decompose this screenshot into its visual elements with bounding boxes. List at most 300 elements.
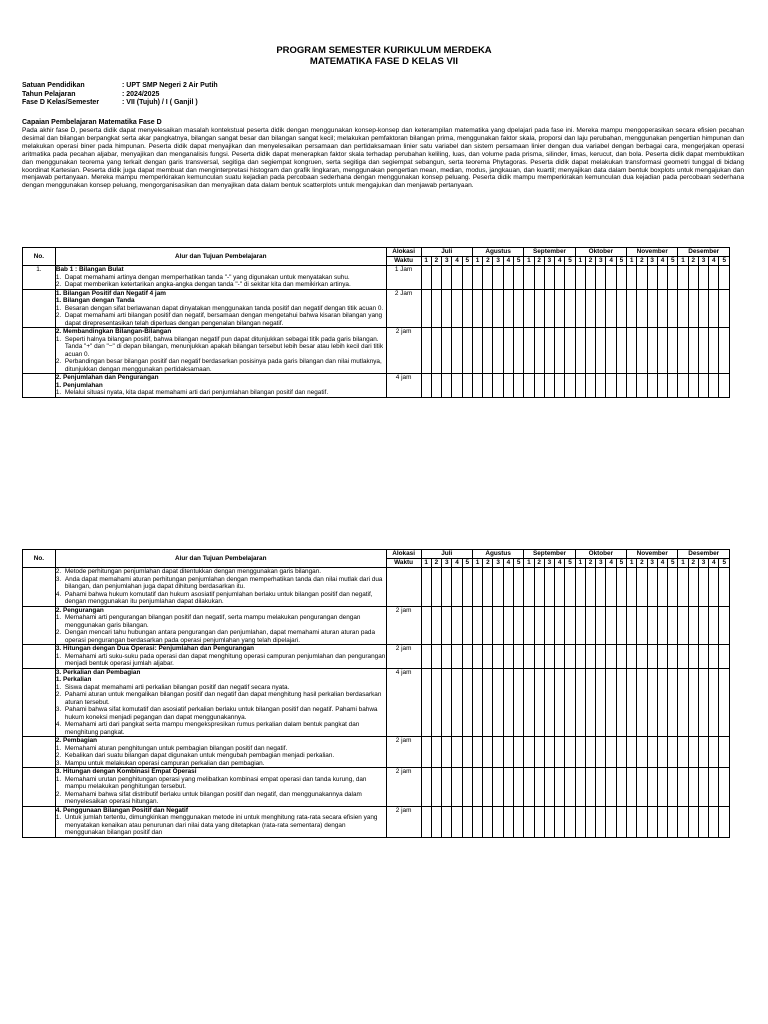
- capaian-title: Capaian Pembelajaran Matematika Fase D: [22, 119, 162, 126]
- header-week: 1: [627, 257, 637, 266]
- week-cell: [514, 645, 524, 669]
- item-number: 1.: [55, 775, 62, 783]
- week-cell: [616, 737, 626, 768]
- week-cell: [596, 568, 606, 607]
- week-cell: [637, 806, 647, 837]
- header-week: 1: [678, 559, 688, 568]
- week-cell: [596, 806, 606, 837]
- header-month: Oktober: [575, 248, 626, 257]
- document-title: PROGRAM SEMESTER KURIKULUM MERDEKA: [276, 45, 492, 56]
- identity-row: [22, 82, 218, 91]
- week-cell: [709, 806, 719, 837]
- week-cell: [514, 668, 524, 737]
- week-cell: [493, 374, 503, 398]
- week-cell: [688, 737, 698, 768]
- header-month: November: [627, 550, 678, 559]
- week-cell: [719, 737, 730, 768]
- week-cell: [472, 606, 482, 645]
- item-number: 2.: [55, 358, 62, 365]
- header-month: September: [524, 248, 575, 257]
- row-number: [23, 606, 56, 645]
- week-cell: [442, 737, 452, 768]
- time-allocation: 2 jam: [386, 768, 421, 807]
- week-cell: [462, 266, 472, 290]
- week-cell: [421, 328, 431, 374]
- objective-item: [56, 281, 386, 289]
- week-cell: [627, 806, 637, 837]
- header-week: 2: [637, 559, 647, 568]
- header-week: 1: [472, 559, 482, 568]
- identity-label: Satuan Pendidikan: [22, 82, 85, 89]
- week-cell: [462, 737, 472, 768]
- header-no: No.: [23, 248, 56, 266]
- item-number: 2.: [55, 281, 62, 288]
- week-cell: [585, 606, 595, 645]
- week-cell: [421, 568, 431, 607]
- week-cell: [483, 806, 493, 837]
- week-cell: [534, 568, 544, 607]
- week-cell: [493, 289, 503, 328]
- week-cell: [534, 266, 544, 290]
- week-cell: [514, 768, 524, 807]
- week-cell: [657, 266, 667, 290]
- section-heading: 2. Pembagian: [55, 737, 98, 744]
- week-cell: [442, 266, 452, 290]
- header-week: 2: [585, 559, 595, 568]
- week-cell: [678, 737, 688, 768]
- item-number: 1.: [55, 652, 62, 660]
- objective-item: [56, 760, 386, 768]
- week-cell: [668, 374, 678, 398]
- section-heading: 2. Pengurangan: [55, 606, 104, 614]
- week-cell: [442, 568, 452, 607]
- item-number: 3.: [55, 759, 62, 767]
- week-cell: [503, 289, 513, 328]
- header-week: 5: [462, 559, 472, 568]
- week-cell: [657, 606, 667, 645]
- learning-objectives-cell: [55, 266, 386, 290]
- week-cell: [524, 645, 534, 669]
- week-cell: [534, 606, 544, 645]
- week-cell: [647, 328, 657, 374]
- week-cell: [472, 645, 482, 669]
- identity-label: Fase D Kelas/Semester: [22, 99, 100, 107]
- header-month: Juli: [421, 550, 472, 559]
- item-text: Dapat memahami artinya dengan memperhatikan tanda "-" yang digunakan untuk menyatakan suhu.: [64, 273, 350, 281]
- week-cell: [647, 606, 657, 645]
- item-number: 1.: [55, 683, 62, 691]
- week-cell: [698, 668, 708, 737]
- week-cell: [493, 606, 503, 645]
- header-week: 5: [668, 257, 678, 266]
- week-cell: [534, 328, 544, 374]
- header-week: 4: [555, 559, 565, 568]
- week-cell: [616, 806, 626, 837]
- section-heading: 3. Hitungan dengan Dua Operasi: Penjumlahan dan Pengurangan: [55, 645, 254, 652]
- header-week: 5: [616, 559, 626, 568]
- header-week: 3: [442, 559, 452, 568]
- week-cell: [565, 374, 575, 398]
- program-table-part-1: [22, 247, 730, 398]
- week-cell: [452, 266, 462, 290]
- identity-block: [22, 82, 218, 108]
- week-cell: [709, 374, 719, 398]
- week-cell: [709, 606, 719, 645]
- week-cell: [503, 737, 513, 768]
- week-cell: [709, 328, 719, 374]
- week-cell: [503, 806, 513, 837]
- week-cell: [534, 289, 544, 328]
- week-cell: [678, 374, 688, 398]
- week-cell: [719, 568, 730, 607]
- header-week: 4: [555, 257, 565, 266]
- week-cell: [647, 737, 657, 768]
- week-cell: [555, 768, 565, 807]
- section-heading: 1. Perkalian: [55, 676, 92, 683]
- item-number: 2.: [55, 629, 62, 636]
- header-alur: Alur dan Tujuan Pembelajaran: [55, 550, 386, 568]
- week-cell: [698, 328, 708, 374]
- time-allocation: 4 jam: [386, 668, 421, 737]
- item-number: 2.: [55, 790, 62, 798]
- objective-item: [56, 336, 386, 359]
- week-cell: [698, 289, 708, 328]
- header-month: Agustus: [472, 550, 523, 559]
- week-cell: [421, 737, 431, 768]
- week-cell: [575, 768, 585, 807]
- week-cell: [585, 568, 595, 607]
- week-cell: [668, 568, 678, 607]
- week-cell: [565, 806, 575, 837]
- week-cell: [431, 289, 441, 328]
- week-cell: [668, 668, 678, 737]
- table-row: [23, 806, 730, 837]
- objective-item: [56, 568, 386, 576]
- objective-item: [56, 591, 386, 606]
- week-cell: [647, 768, 657, 807]
- week-cell: [431, 768, 441, 807]
- week-cell: [555, 328, 565, 374]
- objective-item: [56, 752, 386, 760]
- week-cell: [514, 328, 524, 374]
- week-cell: [534, 737, 544, 768]
- week-cell: [627, 737, 637, 768]
- section-heading: 1. Bilangan Positif dan Negatif 4 jam: [55, 289, 166, 297]
- week-cell: [421, 806, 431, 837]
- header-week: 3: [596, 257, 606, 266]
- week-cell: [524, 768, 534, 807]
- week-cell: [719, 328, 730, 374]
- item-number: 2.: [55, 752, 62, 759]
- week-cell: [421, 668, 431, 737]
- week-cell: [503, 328, 513, 374]
- header-week: 1: [627, 559, 637, 568]
- week-cell: [606, 328, 616, 374]
- item-number: 4.: [55, 721, 62, 728]
- week-cell: [514, 289, 524, 328]
- week-cell: [483, 768, 493, 807]
- item-number: 1.: [55, 744, 62, 752]
- week-cell: [637, 668, 647, 737]
- week-cell: [421, 374, 431, 398]
- time-allocation: 2 Jam: [386, 289, 421, 328]
- week-cell: [544, 374, 554, 398]
- week-cell: [472, 568, 482, 607]
- week-cell: [565, 606, 575, 645]
- item-text: Pahami bahwa sifat komutatif dan asosiatif perkalian berlaku untuk bilangan positif dan negatif. Pahami bahwa hukum koneksi menjadi pegangan dan dapat menggunakannya.: [64, 706, 378, 721]
- week-cell: [709, 266, 719, 290]
- header-alokasi: Alokasi: [386, 550, 421, 559]
- header-week: 4: [503, 559, 513, 568]
- item-text: Pahami bahwa hukum komutatif dan hukum asosiatif penjumlahan berlaku untuk bilangan positif dan negatif, dengan menggunakan itu penjumlahan dapat dilakukan.: [64, 590, 373, 605]
- week-cell: [524, 606, 534, 645]
- header-week: 4: [452, 257, 462, 266]
- week-cell: [565, 289, 575, 328]
- item-number: 4.: [55, 590, 62, 598]
- row-number: [23, 737, 56, 768]
- week-cell: [585, 289, 595, 328]
- header-waktu: Waktu: [386, 559, 421, 568]
- section-heading: 3. Perkalian dan Pembagian: [55, 668, 141, 676]
- objective-item: [56, 614, 386, 629]
- week-cell: [514, 374, 524, 398]
- week-cell: [483, 606, 493, 645]
- objective-item: [56, 814, 386, 837]
- objective-item: [56, 312, 386, 327]
- week-cell: [657, 289, 667, 328]
- week-cell: [637, 374, 647, 398]
- week-cell: [565, 668, 575, 737]
- learning-objectives-cell: [55, 768, 386, 807]
- header-week: 3: [647, 257, 657, 266]
- row-number: [23, 289, 56, 328]
- week-cell: [596, 289, 606, 328]
- week-cell: [514, 806, 524, 837]
- item-text: Anda dapat memahami aturan perhitungan penjumlahan dengan memperhatikan tanda dan nilai mutlak dari dua bilangan, dan penjumlahan juga dapat dihitung berdasarkan itu.: [64, 575, 383, 590]
- week-cell: [678, 606, 688, 645]
- item-text: Memahami urutan penghitungan operasi yang melibatkan kombinasi empat operasi dan tanda kurung, dan mampu melakukan penghitungan tersebut.: [64, 775, 367, 790]
- week-cell: [606, 266, 616, 290]
- week-cell: [657, 645, 667, 669]
- week-cell: [606, 768, 616, 807]
- header-week: 1: [575, 257, 585, 266]
- header-week: 5: [462, 257, 472, 266]
- week-cell: [698, 806, 708, 837]
- objective-item: [56, 684, 386, 692]
- week-cell: [616, 328, 626, 374]
- header-week: 4: [657, 559, 667, 568]
- week-cell: [616, 289, 626, 328]
- week-cell: [524, 328, 534, 374]
- week-cell: [627, 668, 637, 737]
- week-cell: [668, 266, 678, 290]
- week-cell: [719, 668, 730, 737]
- week-cell: [493, 768, 503, 807]
- week-cell: [544, 768, 554, 807]
- week-cell: [616, 606, 626, 645]
- item-text: Dapat memberikan ketertarikan angka-angka dengan tanda "-" di sekitar kita dan memikirkan artinya.: [64, 281, 351, 288]
- item-number: 2.: [55, 568, 62, 575]
- week-cell: [544, 328, 554, 374]
- identity-value: : 2024/2025: [122, 90, 160, 98]
- week-cell: [606, 645, 616, 669]
- week-cell: [575, 737, 585, 768]
- header-week: 2: [431, 257, 441, 266]
- week-cell: [616, 568, 626, 607]
- header-week: 4: [606, 257, 616, 266]
- week-cell: [524, 668, 534, 737]
- week-cell: [462, 645, 472, 669]
- item-number: 2.: [55, 312, 62, 319]
- week-cell: [514, 606, 524, 645]
- row-number: [23, 328, 56, 374]
- week-cell: [596, 374, 606, 398]
- week-cell: [431, 668, 441, 737]
- learning-objectives-cell: [55, 737, 386, 768]
- objective-item: [56, 274, 386, 282]
- week-cell: [668, 737, 678, 768]
- header-week: 5: [514, 559, 524, 568]
- item-text: Siswa dapat memahami arti perkalian bilangan positif dan negatif secara nyata.: [64, 683, 290, 691]
- week-cell: [719, 806, 730, 837]
- week-cell: [647, 668, 657, 737]
- item-number: 1.: [55, 814, 62, 821]
- week-cell: [575, 568, 585, 607]
- header-week: 1: [575, 559, 585, 568]
- objective-item: [56, 706, 386, 721]
- table-row: [23, 737, 730, 768]
- header-week: 2: [688, 257, 698, 266]
- week-cell: [503, 568, 513, 607]
- week-cell: [688, 374, 698, 398]
- header-week: 4: [709, 257, 719, 266]
- week-cell: [657, 737, 667, 768]
- document-subtitle: MATEMATIKA FASE D KELAS VII: [309, 56, 459, 67]
- week-cell: [627, 568, 637, 607]
- week-cell: [431, 568, 441, 607]
- header-week: 2: [483, 559, 493, 568]
- item-text: Dapat memahami arti bilangan positif dan negatif, bersamaan dengan mengetahui bahwa kisaran bilangan yang dapat direpresentasikan telah diperluas dengan pengenalan bilangan negatif.: [64, 312, 383, 327]
- header-month: Desember: [678, 550, 730, 559]
- week-cell: [647, 374, 657, 398]
- week-cell: [575, 606, 585, 645]
- week-cell: [698, 266, 708, 290]
- week-cell: [575, 374, 585, 398]
- week-cell: [647, 266, 657, 290]
- week-cell: [442, 606, 452, 645]
- section-heading: 3. Hitungan dengan Kombinasi Empat Operasi: [55, 768, 197, 775]
- week-cell: [483, 645, 493, 669]
- week-cell: [596, 737, 606, 768]
- week-cell: [431, 374, 441, 398]
- week-cell: [452, 606, 462, 645]
- week-cell: [616, 374, 626, 398]
- week-cell: [616, 645, 626, 669]
- week-cell: [657, 668, 667, 737]
- week-cell: [514, 266, 524, 290]
- week-cell: [647, 289, 657, 328]
- week-cell: [606, 289, 616, 328]
- week-cell: [452, 374, 462, 398]
- item-text: Besaran dengan sifat berlawanan dapat dinyatakan menggunakan tanda positif dan negatif dengan titik acuan 0.: [64, 304, 384, 312]
- objective-item: [56, 745, 386, 753]
- week-cell: [452, 289, 462, 328]
- capaian-text: Pada akhir fase D, peserta didik dapat menyelesaikan masalah kontekstual peserta didik dengan menggunakan konsep-konsep dan keterampilan matematika yang dpelajari pada fase ini. Mereka mampu mengoperasikan secara efisien pecahan desimal dan bilangan berpangkat serta akar pangkatnya, bilangan sangat besar dan bilangan sangat kecil; melakukan pemfaktoran bilangan prima, menggunakan faktor skala, proporsi dan laju perubahan, menggunakan pengertian himpunan dan melakukan operasi biner pada himpunan. Peserta didik dapat menyajikan dan menyelesaikan persamaan dan pertidaksamaan linier satu variabel dan sistem persamaan linier dengan dua variabel dengan berbagai cara, mengerjakan operasi aritmatika pada pecahan aljabar, menyajikan dan menganalisis fungsi. Peserta didik dapat menerapkan faktor skala terhadap perubahan keliling, luas, dan volume pada prisma, silinder, limas, kerucut, dan bola. Peserta didik dapat membuktikan dan menggunakan teorema yang terkait dengan garis transversal, segitiga dan segiempat kongruen, serta segitiga dan segiempat sebangun, serta teorema Phytagoras. Peserta didik dapat melakukan transformasi geometri tunggal di bidang koordinat Kartesian. Peserta didik juga dapat membuat dan menginterpretasi histogram dan grafik lingkaran, menggunakan pengertian mean, median, modus, jangkauan, dan kuartil; menyajikan data dalam bentuk boxplots untuk mengajukan dan menjawab pertanyaan. Mereka mampu memperkirakan kemunculan suatu kejadian pada percobaan sederhana dengan menggunakan konsep peluang. Peserta didik mampu memperkirakan kemunculan dua kejadian pada percobaan sederhana dengan menggunakan konsep peluang, mengorganisasikan dan menyajikan data dalam bentuk scatterplots untuk mengajukan dan menjawab pertanyaan.: [22, 127, 744, 190]
- learning-objectives-cell: [55, 568, 386, 607]
- week-cell: [534, 374, 544, 398]
- week-cell: [565, 768, 575, 807]
- week-cell: [627, 606, 637, 645]
- header-week: 3: [544, 257, 554, 266]
- week-cell: [585, 737, 595, 768]
- week-cell: [544, 289, 554, 328]
- header-week: 5: [565, 257, 575, 266]
- week-cell: [555, 737, 565, 768]
- header-week: 1: [421, 559, 431, 568]
- week-cell: [452, 328, 462, 374]
- item-number: 1.: [55, 614, 62, 621]
- week-cell: [637, 768, 647, 807]
- header-month: Oktober: [575, 550, 626, 559]
- week-cell: [596, 328, 606, 374]
- week-cell: [421, 289, 431, 328]
- week-cell: [668, 768, 678, 807]
- week-cell: [493, 568, 503, 607]
- week-cell: [544, 568, 554, 607]
- week-cell: [472, 737, 482, 768]
- item-text: Seperti halnya bilangan positif, bahwa bilangan negatif pun dapat ditunjukkan sebagai titik pada garis bilangan. Tanda "+" dan "−" di depan bilangan, menunjukkan apakah bilangan tersebut lebih besar atau lebih kecil dari titik acuan 0.: [64, 335, 384, 358]
- header-week: 2: [431, 559, 441, 568]
- week-cell: [606, 806, 616, 837]
- header-week: 4: [657, 257, 667, 266]
- section-heading: 1. Bilangan dengan Tanda: [55, 297, 135, 304]
- item-number: 3.: [55, 575, 62, 583]
- week-cell: [719, 374, 730, 398]
- objective-item: [56, 305, 386, 313]
- week-cell: [688, 768, 698, 807]
- week-cell: [606, 606, 616, 645]
- header-week: 1: [678, 257, 688, 266]
- week-cell: [472, 266, 482, 290]
- week-cell: [555, 668, 565, 737]
- week-cell: [462, 806, 472, 837]
- week-cell: [431, 328, 441, 374]
- item-text: Memahami arti dari pangkat serta mampu mengekspresikan rumus perkalian dalam bentuk pangkat dan menghitung pangkat.: [64, 721, 360, 736]
- week-cell: [462, 768, 472, 807]
- week-cell: [483, 374, 493, 398]
- week-cell: [575, 328, 585, 374]
- week-cell: [585, 806, 595, 837]
- week-cell: [678, 806, 688, 837]
- week-cell: [472, 668, 482, 737]
- week-cell: [544, 668, 554, 737]
- header-month: Juli: [421, 248, 472, 257]
- week-cell: [462, 568, 472, 607]
- week-cell: [565, 568, 575, 607]
- week-cell: [668, 289, 678, 328]
- week-cell: [575, 806, 585, 837]
- table-row: [23, 645, 730, 669]
- week-cell: [688, 266, 698, 290]
- week-cell: [575, 668, 585, 737]
- header-week: 4: [503, 257, 513, 266]
- item-text: Kebalikan dari suatu bilangan dapat digunakan untuk mengubah pembagian menjadi perkalian.: [64, 752, 335, 759]
- week-cell: [493, 266, 503, 290]
- week-cell: [524, 568, 534, 607]
- item-number: 2.: [55, 691, 62, 698]
- week-cell: [452, 737, 462, 768]
- week-cell: [421, 768, 431, 807]
